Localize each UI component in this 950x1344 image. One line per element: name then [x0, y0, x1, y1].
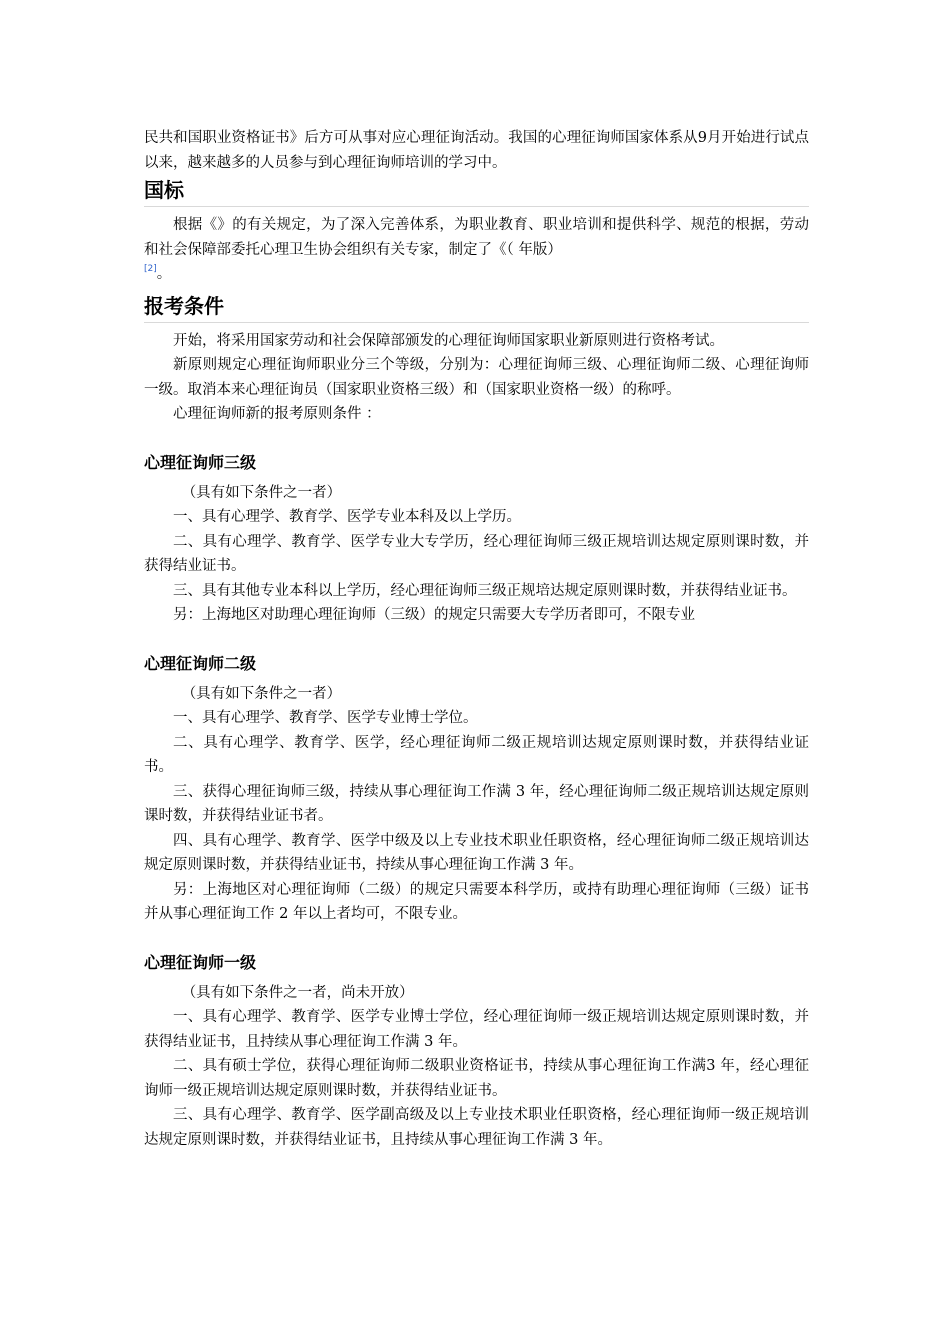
- intro-paragraph: 民共和国职业资格证书》后方可从事对应心理征询活动。我国的心理征询师国家体系从9月开始进行试点以来，越来越多的人员参与到心理征询师培训的学习中。: [144, 130, 809, 171]
- level3-note: 另：上海地区对助理心理征询师（三级）的规定只需要大专学历者即可，不限专业: [173, 607, 695, 623]
- level3-item-2: 二、具有心理学、教育学、医学专业大专学历，经心理征询师三级正规培训达规定原则课时数，并获得结业证书。: [144, 533, 809, 574]
- level2-condition: （具有如下条件之一者）: [181, 685, 342, 702]
- level1-item-2: 二、具有硕士学位，获得心理征询师二级职业资格证书，持续从事心理征询工作满3 年，经心理征询师一级正规培训达规定原则课时数，并获得结业证书。: [144, 1058, 809, 1099]
- guobiao-after-ref: 。: [156, 266, 172, 282]
- guobiao-paragraph: [144, 213, 809, 287]
- level2-item-3: 三、获得心理征询师三级，持续从事心理征询工作满 3 年，经心理征询师二级正规培训达规定原则课时数，并获得结业证书者。: [144, 783, 809, 824]
- heading-guobiao: 国标: [144, 177, 809, 207]
- level1-condition: （具有如下条件之一者，尚未开放）: [181, 984, 414, 1001]
- level3-item-1: 一、具有心理学、教育学、医学专业本科及以上学历。: [173, 509, 521, 525]
- heading-level3: 心理征询师三级: [144, 452, 257, 472]
- baokao-paragraph-3: 心理征询师新的报考原则条件 ：: [173, 406, 381, 422]
- level2-item-4: 四、具有心理学、教育学、医学中级及以上专业技术职业任职资格，经心理征询师二级正规培训达规定原则课时数，并获得结业证书，持续从事心理征询工作满 3 年。: [144, 832, 809, 873]
- level2-item-2: 二、具有心理学、教育学、医学，经心理征询师二级正规培训达规定原则课时数，并获得结业证书。: [144, 734, 809, 775]
- document-content: [144, 126, 809, 1152]
- level2-note: 另：上海地区对心理征询师（二级）的规定只需要本科学历，或持有助理心理征询师（三级）证书并从事心理征询工作 2 年以上者均可，不限专业。: [144, 881, 809, 922]
- heading-level1: 心理征询师一级: [144, 952, 257, 972]
- level1-item-1: 一、具有心理学、教育学、医学专业博士学位，经心理征询师一级正规培训达规定原则课时数，并获得结业证书，且持续从事心理征询工作满 3 年。: [144, 1009, 809, 1050]
- level3-condition: （具有如下条件之一者）: [181, 484, 342, 501]
- reference-link[interactable]: [2]: [144, 264, 157, 274]
- level2-item-1: 一、具有心理学、教育学、医学专业博士学位。: [173, 710, 478, 726]
- heading-level2: 心理征询师二级: [144, 653, 257, 673]
- level1-item-3: 三、具有心理学、教育学、医学副高级及以上专业技术职业任职资格，经心理征询师一级正规培训达规定原则课时数，并获得结业证书，且持续从事心理征询工作满 3 年。: [144, 1107, 809, 1148]
- level3-item-3: 三、具有其他专业本科以上学历，经心理征询师三级正规培达规定原则课时数，并获得结业证书。: [173, 582, 797, 599]
- baokao-paragraph-1: 开始，将采用国家劳动和社会保障部颁发的心理征询师国家职业新原则进行资格考试。: [173, 332, 724, 349]
- heading-baokao: 报考条件: [144, 293, 809, 323]
- baokao-paragraph-2: 新原则规定心理征询师职业分三个等级，分别为：心理征询师三级、心理征询师二级、心理征询师一级。取消本来心理征询员（国家职业资格三级）和（国家职业资格一级）的称呼。: [144, 357, 809, 398]
- guobiao-text: 根据《》的有关规定，为了深入完善体系，为职业教育、职业培训和提供科学、规范的根据，劳动和社会保障部委托心理卫生协会组织有关专家，制定了《（ 年版）: [144, 217, 809, 258]
